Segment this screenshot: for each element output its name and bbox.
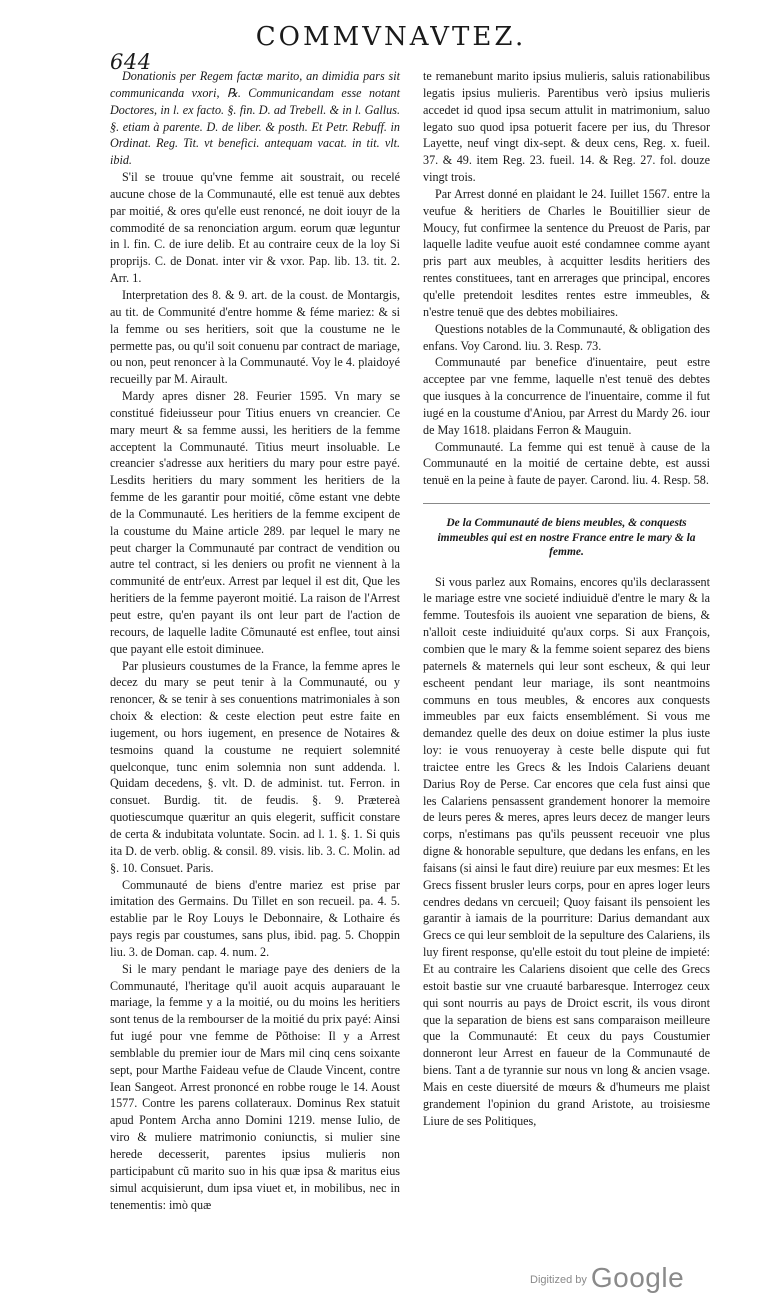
left-column-paragraph: Communauté de biens d'entre mariez est prise par imitation des Germains. Du Tillet en son recueil. pa. 4. 5. establie par le Roy Louys le Debonnaire, & Lothaire és pays regis par coustumes, sans plus, ibid. pag. 5. Choppin liu. 3. de Doman. cap. 4. num. 2. (110, 877, 400, 959)
right-column-top-paragraph: Communauté. La femme qui est tenuë à cause de la Communauté en la moitié de certaine debte, est aussi tenuë en la peine à faute de payer. Carond. liu. 4. Resp. 58. (423, 439, 710, 488)
left-column-paragraph: Donationis per Regem factæ marito, an dimidia pars sit communicanda vxori, ℞. Communicandam esse notant Doctores, in l. ex facto. §. fin. D. ad Trebell. & in l. Gallus. §. etiam à parente. D. de liber. & posth. Et Petr. Rebuff. in Ordinat. Reg. Tit. vt benefici. antequam vacat. in tit. vlt. ibid. (110, 69, 400, 168)
right-column-bottom (423, 574, 710, 1130)
digitized-by-label: Digitized by (530, 1274, 587, 1286)
right-column-top-paragraph: Par Arrest donné en plaidant le 24. Iuillet 1567. entre la veufue & heritiers de Charles le Bouitillier sieur de Moucy, fut confirmee la sentence du Preuost de Paris, par laquelle ladite veufue auoit esté condamnee comme ayant pris part aux meubles, à acquitter lesdits heritiers des rentes constituees, tant en arrerages que principal, encores qu'elle pretendoit lesdites rentes estre immeubles, & n'estre tenuë que des debtes mobiliaires. (423, 186, 710, 319)
right-column-top (423, 68, 710, 489)
left-column-paragraph: Par plusieurs coustumes de la France, la femme apres le decez du mary se peut tenir à la Communauté, ou y renoncer, & se tenir à ses conuentions matrimoniales à son choix & election: & ceste election peut estre faite en iugement, ou hors iugement, en presence de Notaires & tesmoins quand la coustume ne requiert solemnité quelconque, tunc enim solemnia non sunt addenda. l. Quidam decedens, §. vlt. D. de administ. tut. Ferron. in consuet. Burdig. tit. de feudis. §. 9. Prætereà quotiescumque quæritur an quis elegerit, sufficit constare de certa & indubitata voluntate. Socin. ad l. 1. §. 1. Si quis ita D. de verb. oblig. & consil. 89. visis. lib. 3. C. Molin. ad §. 10. Consuet. Paris. (110, 658, 400, 875)
left-column-paragraph: Mardy apres disner 28. Feurier 1595. Vn mary se constitué fideiusseur pour Titius enuers vn creancier. Ce mary meurt & sa femme aussi, les heritiers de la femme acceptent la Communauté. Titius meurt insoluable. Le creancier s'adresse aux heritiers du mary pour estre payé. Lesdits heritiers du mary somment les heritiers de la femme de les garantir pour moitié, cõme estant vne debte de la Communauté. Les heritiers de la femme excipent de la coustume du Maine article 289. par lequel le mary ne peut charger la Communauté par contract de vendition ou autre tel contract, si les deniers ou profit ne viennent à la communité de entr'eux. Arrest par lequel il est dit, Que les heritiers de la femme payeront moitié. La raison de l'Arrest peut estre, qu'en payant ils ont leur part de l'action de recours, de laquelle ladite Cõmunauté est enflee, tout ainsi que payant elle estoit diminuee. (110, 389, 400, 656)
left-column-paragraph: S'il se trouue qu'vne femme ait soustrait, ou recelé aucune chose de la Communauté, elle est tenuë aux debtes par moitié, & ores qu'elle eust renoncé, ne doit iouyr de la commodité de sa renonciation argum. eorum quæ leguntur in l. fin. C. de iure delib. Et au contraire ceux de la loy Si proprijs. C. de Donat. inter vir & vxor. Pap. lib. 13. tit. 2. Arr. 1. (110, 170, 400, 286)
right-column-top-paragraph: te remanebunt marito ipsius mulieris, saluis rationabilibus legatis ipsius mulieris. Parentibus verò ipsius mulieris accedet id quod ipsa secum attulit in matrimonium, saluo legato suo quod ipsa potuerit facere per ius, du Thresor Layette, neuf vingt dix-sept. & deux cens, Reg. x. fueil. 37. & 49. item Reg. 23. fueil. 14. & Reg. 27. fol. douze vingt trois. (423, 69, 710, 185)
left-column-paragraph: Si le mary pendant le mariage paye des deniers de la Communauté, l'heritage qu'il auoit acquis auparauant le mariage, la femme y a la moitié, ou du moins les heritiers sont tenus de la rembourser de la moitié du prix payé: Ainsi fut iugé pour vne femme de Põthoise: Il y a Arrest semblable du premier iour de Mars mil cinq cens soixante sept, pour Marthe Faideau vefue de Claude Vincent, contre Iean Sangeot. Arrest prononcé en robbe rouge le 14. Aoust 1577. Contre les parens collateraux. Dominus Rex statuit apud Pontem Archa anno Domini 1219. mense Iulio, de viro & muliere matrimonio coniunctis, si mulier sine herede decesserit, parentes ipsius mulieris non participabunt cũ marito suo in his quæ ipsa & maritus eius simul acquisierunt, dum ipsa viuet et, in mobilibus, nec in tenementis: imò quæ (110, 961, 400, 1212)
right-column-bottom-paragraph: Si vous parlez aux Romains, encores qu'ils declarassent le mariage estre vne societé indiuiduë d'entre le mary & la femme. Toutesfois ils auoient vne separation de biens, & n'alloit ceste indiuiduité qu'aux corps. Si aux François, combien que le mary & la femme soient separez des biens paternels & maternels qui leur sont escheux, & qui leur escheent pendant leur mariage, ils sont neantmoins communs en tous meubles, & encores aux conquests immeubles par eux faicts ensemblément. Si vous me demandez quelle des deux on doiue estimer la plus iuste loy: ie vous renuoyeray à ceste belle dispute qui fut traictee entre les Grecs & les Indois Calariens deuant Darius Roy de Perse. Car encores que cela fust ainsi que les Calariens pensassent grandement honorer la memoire de leurs peres & meres, apres leurs decez de manger leurs corps, n'estimans pas qu'ils peussent receuoir vne plus digne & honorable sepulture, que dedans les enfans, en les faisans (si ainsi le faut dire) reuiure par eux mesmes: Et les Grecs fissent brusler leurs corps, pour en apres loger leurs cendres dedans vn cercueil; Quoy faisant ils pensoient les garantir à iamais de la pourriture: Darius demandant aux Grecs ce qui leur sembloit de la sepulture des Calariens, ils luy firent response, qu'elle estoit du tout pleine de impieté: Et au contraire les Calariens disoient que celle des Grecs estoit bastie sur vne cruauté barbaresque. Interrogez ceux qui sont nourris au pays de Droict escrit, ils vous diront que la separation de biens est sans comparaison meilleure que la Communauté: Et ceux du pays Coustumier donneront leur Arrest en faueur de la Communauté de biens. Tant a de tyrannie sur nous vn long & ancien vsage. Mais en ceste diuersité de mœurs & d'humeurs me plaist grandement l'opinion du grand Aristote, au troisiesme Liure de ses Politiques, (423, 574, 710, 1128)
left-column (110, 68, 400, 1213)
running-head: COMMVNAVTEZ. (255, 22, 527, 52)
digitized-credit (530, 1262, 684, 1294)
right-column-top-paragraph: Questions notables de la Communauté, & obligation des enfans. Voy Carond. liu. 3. Resp. 73. (423, 321, 710, 353)
page-number: 644 (110, 50, 152, 74)
right-column-top-paragraph: Communauté par benefice d'inuentaire, peut estre acceptee par vne femme, laquelle n'est tenuë des debtes que iusques à la concurrence de l'inuentaire, comme il fut iugé en la coustume d'Aniou, par Arrest du Mardy 26. iour de May 1618. plaidans Ferron & Mauguin. (423, 355, 710, 437)
right-column (423, 68, 710, 1129)
section-heading: De la Communauté de biens meubles, & conquests immeubles qui est en nostre France entre le mary & la femme. (437, 517, 696, 559)
section-divider (423, 503, 710, 504)
google-logo: Google (590, 1262, 685, 1293)
left-column-paragraph: Interpretation des 8. & 9. art. de la coust. de Montargis, au tit. de Communité d'entre homme & féme mariez: & si la femme ou ses heritiers, soit que la coustume ne le permette pas, ou qu'il soit conuenu par contract de mariage, ou non, peut renoncer à la Communauté. Voy le 4. plaidoyé recueilly par M. Airault. (110, 287, 400, 387)
